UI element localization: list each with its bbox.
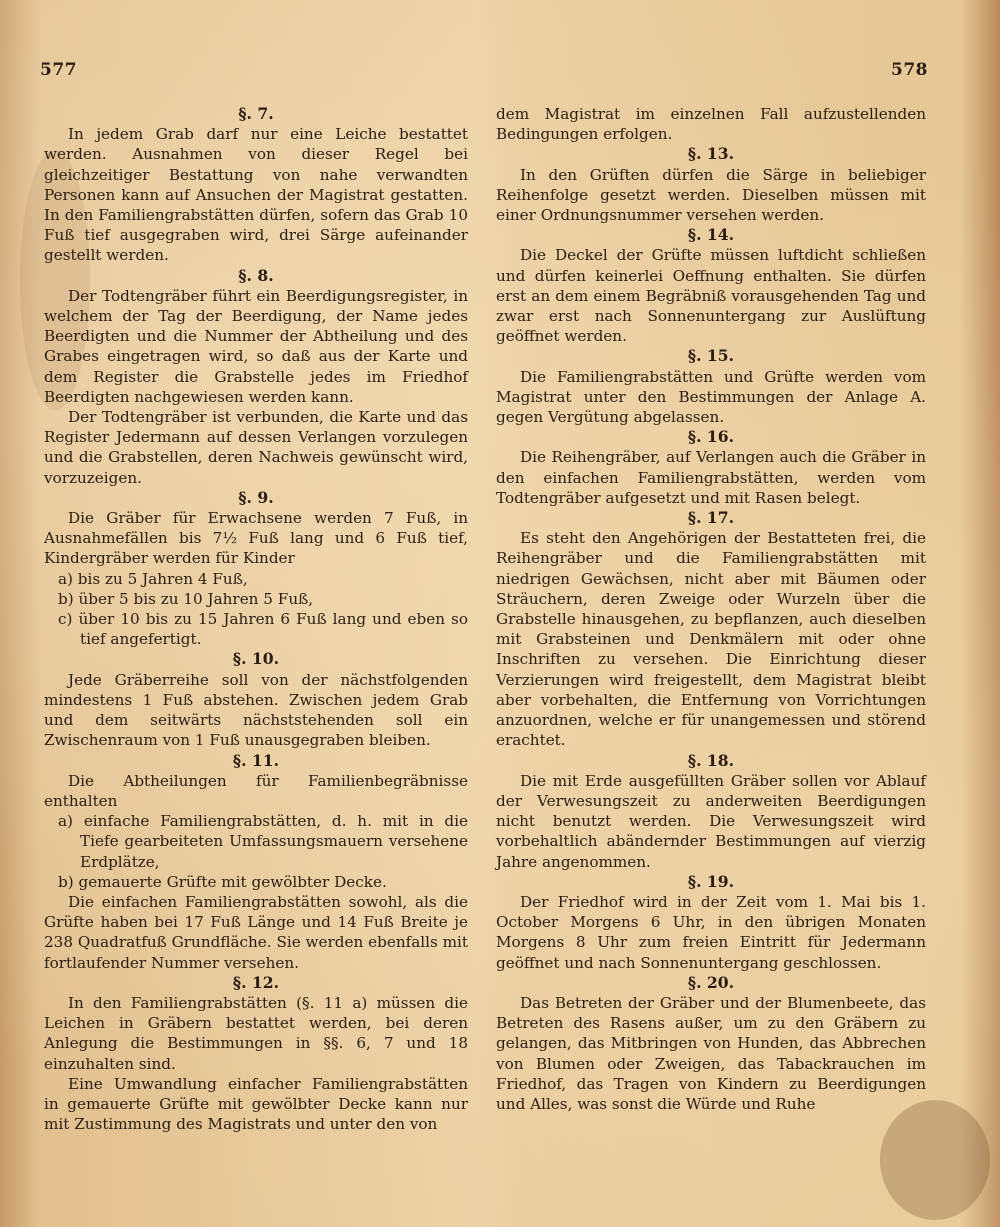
section-heading: §. 12.	[232, 972, 280, 992]
list-item: b) gemauerte Grüfte mit gewölbter Decke.	[58, 872, 387, 891]
paragraph: Die Gräber für Erwachsene werden 7 Fuß, in Ausnahmefällen bis 7½ Fuß lang und 6 Fuß tief, Kindergräber werden für Kinder	[44, 509, 468, 568]
section-heading: §. 16.	[687, 427, 735, 447]
section-heading: §. 14.	[687, 225, 735, 245]
paragraph: Jede Gräberreihe soll von der nächstfolgenden mindestens 1 Fuß abstehen. Zwischen jedem Grab und dem seitwärts nächststehenden soll ein Zwischenraum von 1 Fuß unausgegraben bleiben.	[44, 670, 468, 750]
section-heading: §. 17.	[687, 508, 735, 528]
paragraph-continuation: dem Magistrat im einzelnen Fall aufzustellenden Bedingungen erfolgen.	[496, 105, 926, 144]
section-heading: §. 13.	[687, 144, 735, 164]
paragraph: In den Grüften dürfen die Särge in beliebiger Reihenfolge gesetzt werden. Dieselben müssen mit einer Ordnungsnummer versehen werden.	[496, 165, 926, 225]
paragraph: Eine Umwandlung einfacher Familiengrabstätten in gemauerte Grüfte mit gewölbter Decke kann nur mit Zustimmung des Magistrats und unter den von	[44, 1074, 468, 1134]
list-item: a) bis zu 5 Jahren 4 Fuß,	[58, 569, 248, 588]
paragraph: Das Betreten der Gräber und der Blumenbeete, das Betreten des Rasens außer, um zu den Gräbern zu gelangen, das Mitbringen von Hunden, das Abbrechen von Blumen oder Zweigen, das Tabackrauchen im Friedhof, das Tragen von Kindern zu Beerdigungen und Alles, was sonst die Würde und Ruhe	[496, 993, 926, 1113]
right-column	[496, 104, 926, 1114]
section-heading: §. 15.	[687, 346, 735, 366]
left-column	[44, 104, 468, 1134]
paragraph: Die Familiengrabstätten und Grüfte werden vom Magistrat unter den Bestimmungen der Anlage A. gegen Vergütung abgelassen.	[496, 367, 926, 427]
paragraph: In jedem Grab darf nur eine Leiche bestattet werden. Ausnahmen von dieser Regel bei gleichzeitiger Bestattung von nahe verwandten Personen kann auf Ansuchen der Magistrat gestatten. In den Familiengrabstätten dürfen, sofern das Grab 10 Fuß tief ausgegraben wird, drei Särge aufeinander gestellt werden.	[44, 125, 468, 265]
section-heading: §. 11.	[232, 750, 280, 770]
paragraph: Die Reihengräber, auf Verlangen auch die Gräber in den einfachen Familiengrabstätten, werden vom Todtengräber aufgesetzt und mit Rasen belegt.	[496, 448, 926, 507]
paragraph: Der Todtengräber führt ein Beerdigungsregister, in welchem der Tag der Beerdigung, der Name jedes Beerdigten und die Nummer der Abtheilung und des Grabes eingetragen wird, so daß aus der Karte und dem Register die Grabstelle jedes im Friedhof Beerdigten nachgewiesen werden kann.	[44, 286, 468, 406]
list-item: a) einfache Familiengrabstätten, d. h. mit in die Tiefe gearbeiteten Umfassungsmauern versehene Erdplätze,	[58, 812, 468, 871]
page-number-left: 577	[40, 60, 77, 80]
paragraph: Es steht den Angehörigen der Bestatteten frei, die Reihengräber und die Familiengrabstätten mit niedrigen Gewächsen, nicht aber mit Bäumen oder Sträuchern, deren Zweige oder Wurzeln über die Grabstelle hinausgehen, zu bepflanzen, auch dieselben mit Grabsteinen und Denkmälern mit oder ohne Inschriften zu versehen. Die Einrichtung dieser Verzierungen wird freigestellt, dem Magistrat bleibt aber vorbehalten, die Entfernung von Vorrichtungen anzuordnen, welche er für unangemessen und störend erachtet.	[496, 529, 926, 750]
paragraph: Der Todtengräber ist verbunden, die Karte und das Register Jedermann auf dessen Verlangen vorzulegen und die Grabstellen, deren Nachweis gewünscht wird, vorzuzeigen.	[44, 408, 468, 487]
paper-stain	[880, 1100, 990, 1220]
paragraph: Die Abtheilungen für Familienbegräbnisse enthalten	[44, 771, 468, 810]
section-heading: §. 19.	[687, 871, 735, 891]
page-number-right: 578	[891, 60, 928, 80]
paragraph: In den Familiengrabstätten (§. 11 a) müssen die Leichen in Gräbern bestattet werden, bei deren Anlegung die Bestimmungen in §§. 6, 7 und 18 einzuhalten sind.	[44, 993, 468, 1073]
paragraph: Die einfachen Familiengrabstätten sowohl, als die Grüfte haben bei 17 Fuß Länge und 14 Fuß Breite je 238 Quadratfuß Grundfläche. Sie werden ebenfalls mit fortlaufender Nummer versehen.	[44, 892, 468, 972]
paragraph: Die mit Erde ausgefüllten Gräber sollen vor Ablauf der Verwesungszeit zu anderweiten Beerdigungen nicht benutzt werden. Die Verwesungszeit wird vorbehaltlich abändernder Bestimmungen auf vierzig Jahre angenommen.	[496, 771, 926, 871]
section-heading: §. 10.	[232, 649, 280, 669]
section-heading: §. 20.	[687, 972, 735, 992]
section-heading: §. 9.	[238, 487, 274, 507]
section-heading: §. 7.	[238, 104, 274, 123]
paragraph: Die Deckel der Grüfte müssen luftdicht schließen und dürfen keinerlei Oeffnung enthalten. Sie dürfen erst an dem einem Begräbniß vorausgehenden Tag und zwar erst nach Sonnenuntergang zur Auslüftung geöffnet werden.	[496, 246, 926, 346]
list-item: b) über 5 bis zu 10 Jahren 5 Fuß,	[58, 589, 314, 608]
list-item: c) über 10 bis zu 15 Jahren 6 Fuß lang und eben so tief angefertigt.	[58, 610, 468, 649]
section-heading: §. 18.	[687, 750, 735, 770]
paragraph: Der Friedhof wird in der Zeit vom 1. Mai bis 1. October Morgens 6 Uhr, in den übrigen Monaten Morgens 8 Uhr zum freien Eintritt für Jedermann geöffnet und nach Sonnenuntergang geschlossen.	[496, 892, 926, 972]
section-heading: §. 8.	[238, 265, 274, 285]
